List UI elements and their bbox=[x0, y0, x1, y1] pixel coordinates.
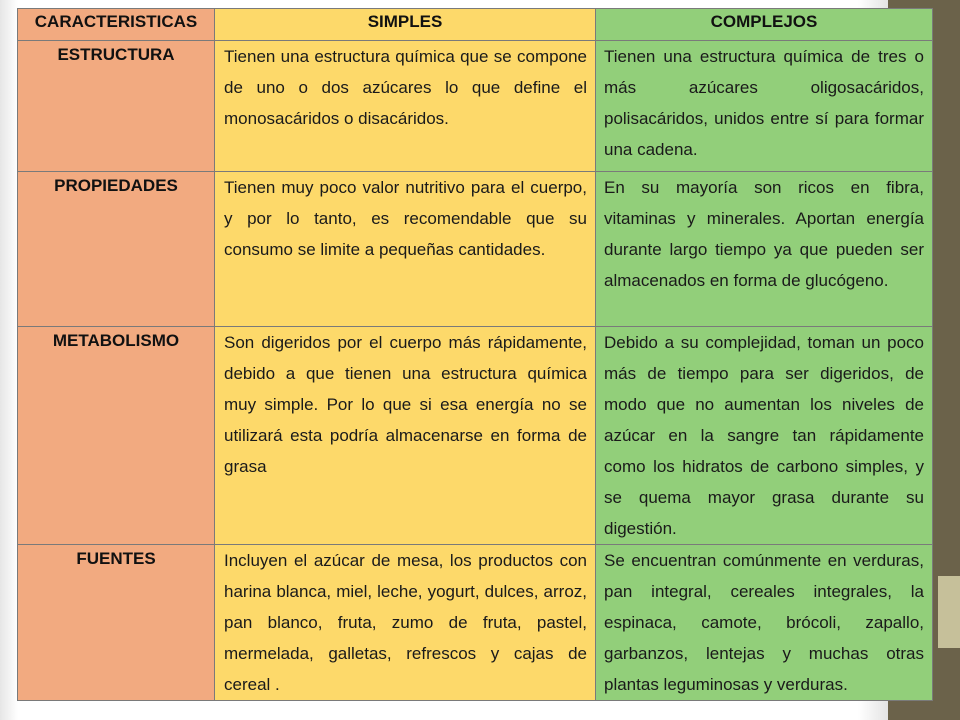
carbohydrates-comparison-table bbox=[17, 8, 932, 692]
row-label-estructura: ESTRUCTURA bbox=[18, 41, 215, 172]
cell-metabolismo-complejos: Debido a su complejidad, toman un poco más de tiempo para ser digeridos, de modo que no aumentan los niveles de azúcar en la sangre tan rápidamente como los hidratos de carbono simples, y se quema mayor grasa durante su digestión. bbox=[596, 327, 933, 545]
row-label-fuentes: FUENTES bbox=[18, 545, 215, 701]
table-row-propiedades bbox=[18, 172, 933, 327]
header-simples: SIMPLES bbox=[215, 9, 596, 41]
cell-metabolismo-simples: Son digeridos por el cuerpo más rápidamente, debido a que tienen una estructura química muy simple. Por lo que si esa energía no se utilizará esta podría almacenarse en forma de grasa bbox=[215, 327, 596, 545]
slide-left-shadow bbox=[0, 0, 18, 720]
cell-propiedades-complejos: En su mayoría son ricos en fibra, vitaminas y minerales. Aportan energía durante largo tiempo ya que pueden ser almacenados en forma de glucógeno. bbox=[596, 172, 933, 327]
header-caracteristicas: CARACTERISTICAS bbox=[18, 9, 215, 41]
table-row-metabolismo bbox=[18, 327, 933, 545]
cell-propiedades-simples: Tienen muy poco valor nutritivo para el cuerpo, y por lo tanto, es recomendable que su consumo se limite a pequeñas cantidades. bbox=[215, 172, 596, 327]
cell-estructura-complejos: Tienen una estructura química de tres o más azúcares oligosacáridos, polisacáridos, unidos entre sí para formar una cadena. bbox=[596, 41, 933, 172]
header-complejos: COMPLEJOS bbox=[596, 9, 933, 41]
table-header-row bbox=[18, 9, 933, 41]
row-label-propiedades: PROPIEDADES bbox=[18, 172, 215, 327]
table-row-estructura bbox=[18, 41, 933, 172]
row-label-metabolismo: METABOLISMO bbox=[18, 327, 215, 545]
cell-estructura-simples: Tienen una estructura química que se compone de uno o dos azúcares lo que define el monosacáridos o disacáridos. bbox=[215, 41, 596, 172]
table-row-fuentes bbox=[18, 545, 933, 701]
cell-fuentes-complejos: Se encuentran comúnmente en verduras, pan integral, cereales integrales, la espinaca, camote, brócoli, zapallo, garbanzos, lentejas y muchas otras plantas leguminosas y verduras. bbox=[596, 545, 933, 701]
cell-fuentes-simples: Incluyen el azúcar de mesa, los productos con harina blanca, miel, leche, yogurt, dulces, arroz, pan blanco, fruta, zumo de fruta, pastel, mermelada, galletas, refrescos y cajas de cereal . bbox=[215, 545, 596, 701]
slide-side-accent bbox=[938, 576, 960, 648]
